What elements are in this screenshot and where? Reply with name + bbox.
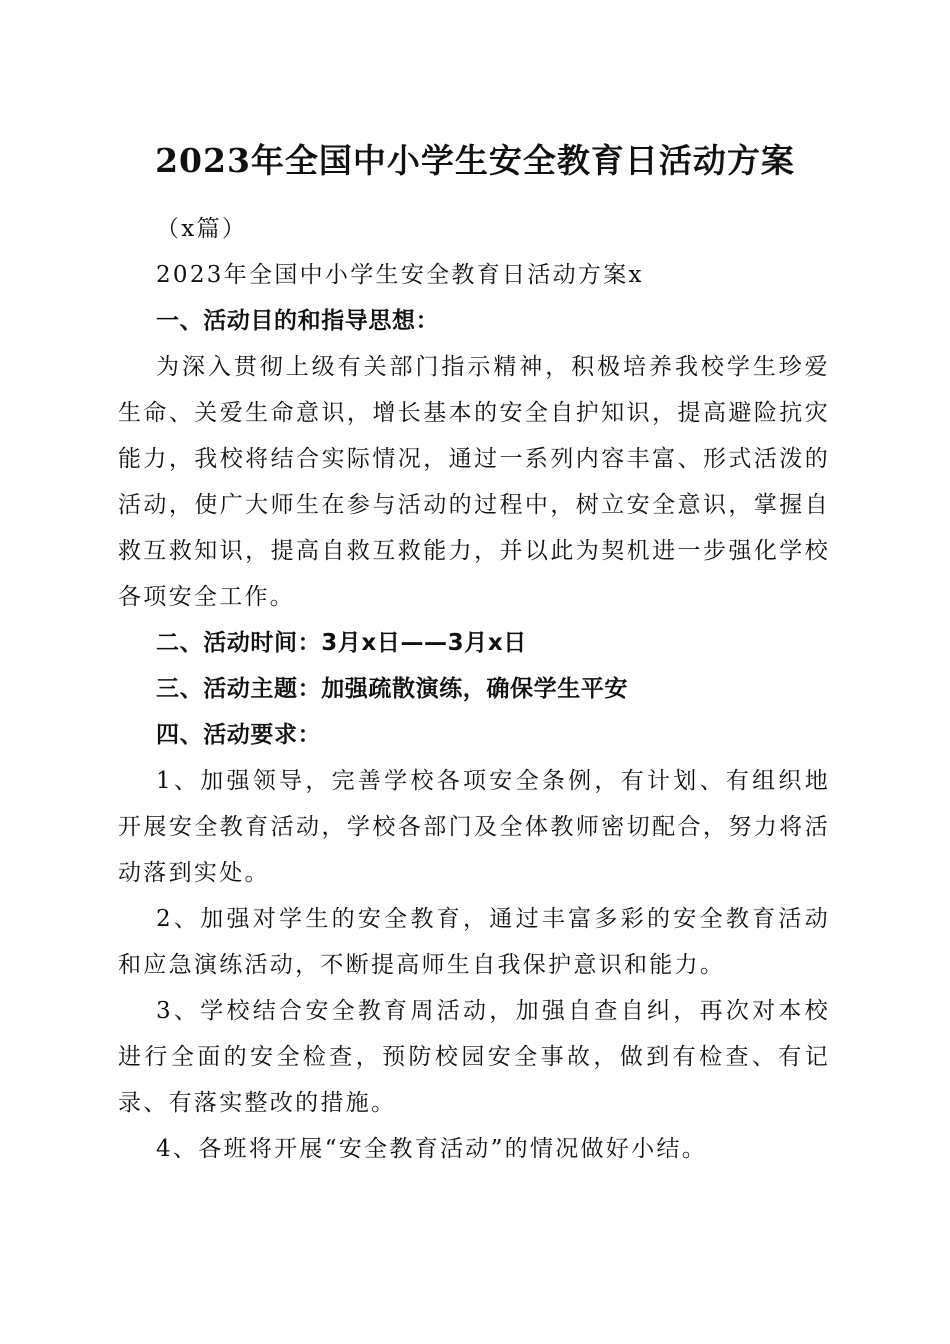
requirement-3: 3、学校结合安全教育周活动，加强自查自纠，再次对本校进行全面的安全检查，预防校园安全事故，做到有检查、有记录、有落实整改的措施。 <box>118 998 830 1116</box>
section-2-heading: 二、活动时间：3月x日——3月x日 <box>156 630 527 656</box>
section-4-heading: 四、活动要求： <box>156 722 322 748</box>
requirement-2: 2、加强对学生的安全教育，通过丰富多彩的安全教育活动和应急演练活动，不断提高师生自我保护意识和能力。 <box>118 906 830 978</box>
subtitle: （x篇） <box>156 216 248 242</box>
requirement-1: 1、加强领导，完善学校各项安全条例，有计划、有组织地开展安全教育活动，学校各部门及全体教师密切配合，努力将活动落到实处。 <box>118 768 830 886</box>
document-title: 2023年全国中小学生安全教育日活动方案 <box>155 141 795 180</box>
section-3-heading: 三、活动主题：加强疏散演练，确保学生平安 <box>156 676 628 702</box>
section-1-heading: 一、活动目的和指导思想： <box>156 308 440 334</box>
document-body <box>118 206 830 1172</box>
intro-line: 2023年全国中小学生安全教育日活动方案x <box>156 262 644 288</box>
requirement-4: 4、各班将开展“安全教育活动”的情况做好小结。 <box>156 1136 708 1162</box>
section-1-paragraph: 为深入贯彻上级有关部门指示精神，积极培养我校学生珍爱生命、关爱生命意识，增长基本的安全自护知识，提高避险抗灾能力，我校将结合实际情况，通过一系列内容丰富、形式活泼的活动，使广大师生在参与活动的过程中，树立安全意识，掌握自救互救知识，提高自救互救能力，并以此为契机进一步强化学校各项安全工作。 <box>118 354 830 610</box>
